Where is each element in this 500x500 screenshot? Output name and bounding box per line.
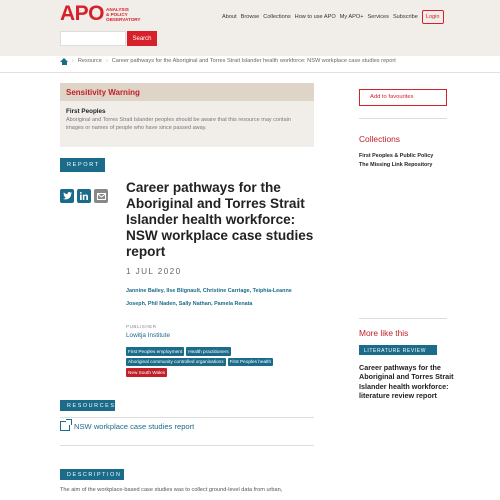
linkedin-icon[interactable]	[77, 189, 91, 203]
related-item-link[interactable]: Career pathways for the Aboriginal and Torres Strait Islander health workforce: literature review report	[359, 363, 454, 400]
email-icon[interactable]	[94, 189, 108, 203]
nav-about[interactable]: About	[222, 14, 237, 20]
twitter-icon[interactable]	[60, 189, 74, 203]
search-button[interactable]: Search	[127, 31, 157, 46]
breadcrumb-resource[interactable]: Resource	[77, 58, 102, 64]
add-to-favourites-button[interactable]: Add to favourites	[359, 89, 447, 106]
collections-heading: Collections	[359, 134, 400, 144]
description-tag: DESCRIPTION	[60, 469, 124, 480]
sidebar-divider	[359, 118, 447, 119]
page-title: Career pathways for the Aboriginal and Torres Strait Islander health workforce: NSW workplace case studies report	[126, 180, 314, 259]
nav-subscribe[interactable]: Subscribe	[392, 14, 418, 20]
breadcrumb-current: Career pathways for the Aboriginal and Torres Strait Islander health workforce: NSW workplace case studies report	[111, 58, 396, 64]
collection-link[interactable]: First Peoples & Public Policy	[359, 153, 434, 159]
home-icon[interactable]	[60, 58, 68, 65]
logo-tagline: ANALYSIS & POLICY OBSERVATORY	[106, 6, 141, 22]
nav-browse[interactable]: Browse	[240, 14, 260, 20]
subject-tag[interactable]: Aboriginal community controlled organisations	[128, 359, 224, 365]
resources-tag: RESOURCES	[60, 400, 115, 411]
sidebar-divider	[359, 318, 447, 319]
subject-tag[interactable]: First Peoples health	[229, 359, 272, 365]
warning-heading: Sensitivity Warning	[60, 83, 314, 101]
publication-date: 1 JUL 2020	[126, 267, 182, 276]
nav-how-to-use[interactable]: How to use APO	[294, 14, 336, 20]
collection-link[interactable]: The Missing Link Repository	[359, 162, 433, 168]
breadcrumb	[60, 56, 396, 66]
subject-tag[interactable]: Health practitioners	[188, 348, 229, 354]
nav-services[interactable]: Services	[367, 14, 389, 20]
authors-list[interactable]: Jannine Bailey, Ilse Blignault, Christine Carriage, Teiphia-Leanne Joseph, Phil Naden, Sally Nathan, Pamela Renata	[126, 288, 292, 307]
resource-link-label: NSW workplace case studies report	[74, 421, 195, 431]
geography-tag[interactable]: New South Wales	[128, 369, 166, 375]
subject-tags	[126, 347, 316, 377]
nav-collections[interactable]: Collections	[263, 14, 291, 20]
logo-wordmark: APO	[60, 2, 105, 25]
description-text: The aim of the workplace-based case studies was to collect ground-level data from urban,	[60, 487, 283, 493]
external-link-icon	[60, 421, 70, 431]
sensitivity-warning	[60, 83, 314, 147]
warning-title: First Peoples	[66, 108, 106, 115]
literature-review-tag: LITERATURE REVIEW	[359, 345, 437, 355]
nav-my-apo[interactable]: My APO+	[339, 14, 364, 20]
apo-logo[interactable]	[60, 4, 142, 24]
section-divider	[60, 417, 314, 418]
chevron-right-icon: ›	[105, 58, 108, 64]
subject-tag[interactable]: First Peoples employment	[128, 348, 183, 354]
main-nav	[222, 10, 444, 24]
section-divider	[60, 445, 314, 446]
publisher-link[interactable]: Lowitja Institute	[126, 332, 171, 339]
site-header	[0, 0, 500, 56]
header-divider	[0, 72, 500, 73]
resource-link[interactable]	[60, 421, 194, 431]
warning-text: Aboriginal and Torres Strait Islander peoples should be aware that this resource may contain images or names of people who have since passed away.	[66, 117, 291, 131]
login-button[interactable]: Login	[422, 10, 444, 24]
more-like-this-heading: More like this	[359, 328, 409, 338]
publisher-label: PUBLISHER	[126, 324, 157, 329]
share-icons	[60, 189, 108, 203]
chevron-right-icon: ›	[72, 58, 74, 64]
search-input[interactable]	[60, 31, 126, 46]
report-type-tag: REPORT	[60, 158, 105, 172]
